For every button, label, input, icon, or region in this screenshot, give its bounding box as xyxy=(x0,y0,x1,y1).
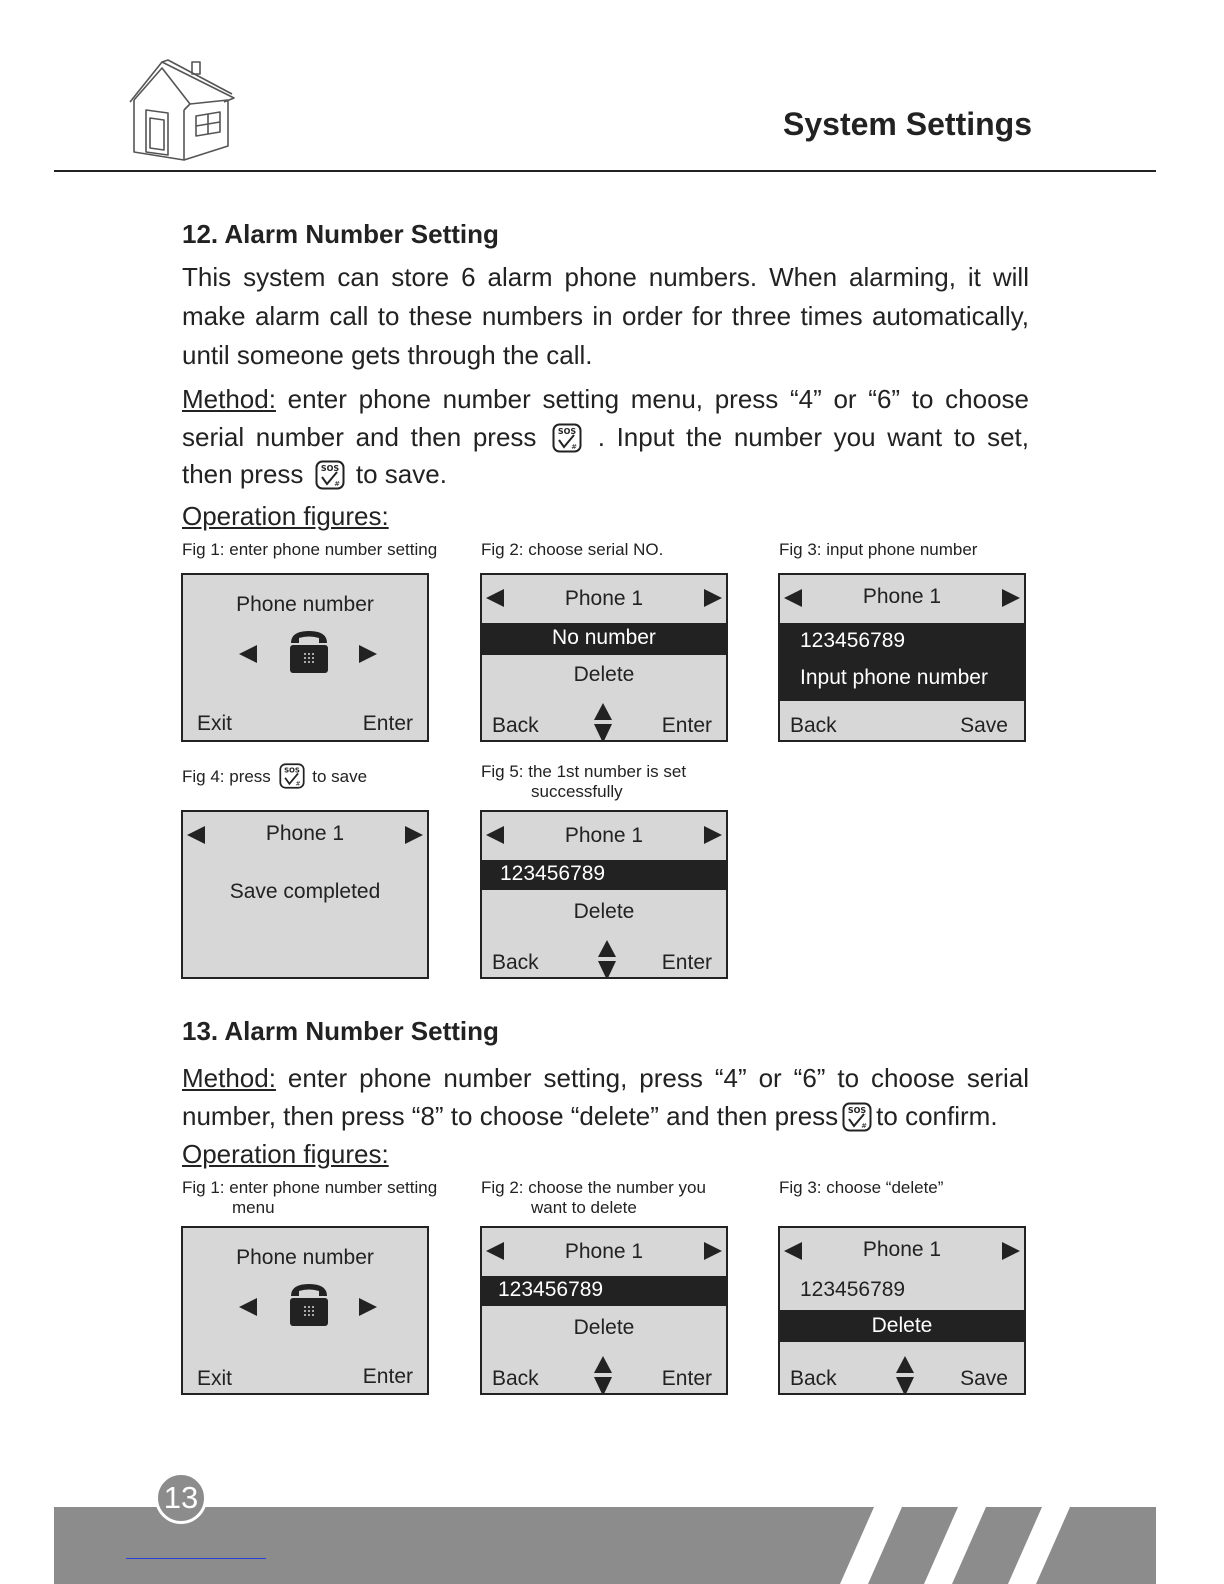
footer-link-underline xyxy=(126,1558,266,1559)
left-arrow-icon xyxy=(239,1298,257,1316)
row-1-text: 123456789 xyxy=(800,1278,906,1301)
sos-confirm-key-icon xyxy=(842,1102,872,1132)
footer-band xyxy=(54,1507,1156,1584)
section-13-title: 13. Alarm Number Setting xyxy=(182,1016,499,1046)
screen-title: Phone number xyxy=(236,1246,374,1269)
row-2-text: Delete xyxy=(573,900,635,923)
caption-text: to save xyxy=(307,767,368,786)
fig-caption xyxy=(481,762,686,802)
highlight-row xyxy=(482,1276,726,1306)
fig-caption xyxy=(182,1178,437,1218)
right-arrow-icon xyxy=(359,1298,377,1316)
softkey-right: Enter xyxy=(661,714,712,737)
right-arrow-icon xyxy=(704,589,722,607)
page-number: 13 xyxy=(155,1472,207,1524)
right-arrow-icon xyxy=(704,1242,722,1260)
caption-text: successfully xyxy=(531,782,623,801)
section-12-figures-label: Operation figures: xyxy=(182,501,389,531)
caption-text: Fig 4: press xyxy=(182,767,276,786)
screen-fig3-input-number xyxy=(778,573,1026,742)
fig-caption xyxy=(481,1178,706,1218)
screen-title: Phone 1 xyxy=(564,1240,644,1263)
section-12-title: 12. Alarm Number Setting xyxy=(182,219,499,249)
screen-del-fig2-choose-number xyxy=(480,1226,728,1395)
highlight-row xyxy=(780,1310,1024,1342)
section-13-method xyxy=(182,1060,1029,1135)
softkey-left: Back xyxy=(790,1367,837,1390)
screen-title: Phone 1 xyxy=(862,1238,942,1261)
fig-caption: Fig 3: input phone number xyxy=(779,540,978,559)
method-text-a: enter phone number setting, press “4” or “6” to choose serial number, then press “8” to choose “delete” and then press xyxy=(182,1063,1029,1131)
method-label: Method: xyxy=(182,384,276,414)
screen-title: Phone 1 xyxy=(862,585,942,608)
softkey-left: Back xyxy=(492,714,539,737)
page-header-title: System Settings xyxy=(783,106,1032,142)
screen-title: Phone 1 xyxy=(265,822,345,845)
fig-caption: Fig 1: enter phone number setting xyxy=(182,540,438,559)
screen-title: Phone 1 xyxy=(564,587,644,610)
softkey-left: Back xyxy=(790,714,837,737)
right-arrow-icon xyxy=(405,826,423,844)
softkey-right: Enter xyxy=(661,1367,712,1390)
right-arrow-icon xyxy=(359,645,377,663)
screen-fig2-choose-serial xyxy=(480,573,728,742)
screen-title: Phone 1 xyxy=(564,824,644,847)
method-text-c: to save. xyxy=(348,459,447,489)
row-2-text: Input phone number xyxy=(800,666,988,689)
caption-text: Fig 5: the 1st number is set xyxy=(481,762,687,781)
softkey-right: Enter xyxy=(362,1365,413,1388)
up-down-arrow-icon xyxy=(896,1356,914,1395)
softkey-right: Save xyxy=(960,1367,1008,1390)
section-13-figures-label: Operation figures: xyxy=(182,1139,389,1169)
softkey-left: Back xyxy=(492,951,539,974)
right-arrow-icon xyxy=(1002,1242,1020,1260)
row-1-text: 123456789 xyxy=(500,862,606,885)
row-1-text: 123456789 xyxy=(498,1278,604,1301)
right-arrow-icon xyxy=(1002,589,1020,607)
highlight-row xyxy=(482,860,726,890)
softkey-right: Enter xyxy=(362,712,413,735)
fig-caption: Fig 3: choose “delete” xyxy=(779,1178,944,1197)
up-down-arrow-icon xyxy=(598,940,616,979)
highlight-block xyxy=(780,623,1024,701)
screen-fig1-phone-number xyxy=(181,573,429,742)
fig-caption: Fig 2: choose serial NO. xyxy=(481,540,664,559)
row-1-text: 123456789 xyxy=(800,629,906,652)
section-12-method xyxy=(182,381,1029,494)
right-arrow-icon xyxy=(704,826,722,844)
header-divider xyxy=(54,170,1156,172)
method-label: Method: xyxy=(182,1063,276,1093)
sos-confirm-key-icon xyxy=(279,762,305,790)
sos-confirm-key-icon xyxy=(315,460,345,490)
caption-text: want to delete xyxy=(531,1198,637,1217)
row-2-text: Delete xyxy=(871,1314,933,1337)
softkey-left: Back xyxy=(492,1367,539,1390)
left-arrow-icon xyxy=(239,645,257,663)
row-2-text: Delete xyxy=(573,663,635,686)
row-1-text: Save completed xyxy=(229,880,381,903)
screen-fig4-save-completed xyxy=(181,810,429,979)
telephone-icon xyxy=(287,627,331,675)
fig-caption xyxy=(182,762,367,790)
up-down-arrow-icon xyxy=(594,703,612,742)
caption-text: Fig 1: enter phone number setting xyxy=(182,1178,438,1197)
sos-confirm-key-icon xyxy=(552,423,582,453)
method-text-b: to confirm. xyxy=(876,1100,998,1131)
telephone-icon xyxy=(287,1280,331,1328)
method-text-b: . Input the number you want to set, then press xyxy=(182,421,1030,489)
softkey-right: Enter xyxy=(661,951,712,974)
row-1-text: No number xyxy=(552,626,656,649)
highlight-row xyxy=(482,623,726,655)
screen-del-fig1-phone-number xyxy=(181,1226,429,1395)
screen-title: Phone number xyxy=(236,593,374,616)
screen-del-fig3-choose-delete xyxy=(778,1226,1026,1395)
screen-fig5-number-set xyxy=(480,810,728,979)
method-text-a: enter phone number setting menu, press “4” or “6” to choose serial number and then press xyxy=(182,384,1029,452)
up-down-arrow-icon xyxy=(594,1356,612,1395)
row-2-text: Delete xyxy=(573,1316,635,1339)
caption-text: Fig 2: choose the number you xyxy=(481,1178,706,1197)
softkey-right: Save xyxy=(960,714,1008,737)
section-12-intro: This system can store 6 alarm phone numbers. When alarming, it will make alarm call to these numbers in order for three times automatically, until someone gets through the call. xyxy=(182,262,1029,370)
softkey-left: Exit xyxy=(197,1367,233,1390)
caption-text: menu xyxy=(232,1198,275,1217)
softkey-left: Exit xyxy=(197,712,233,735)
house-icon xyxy=(128,58,238,162)
